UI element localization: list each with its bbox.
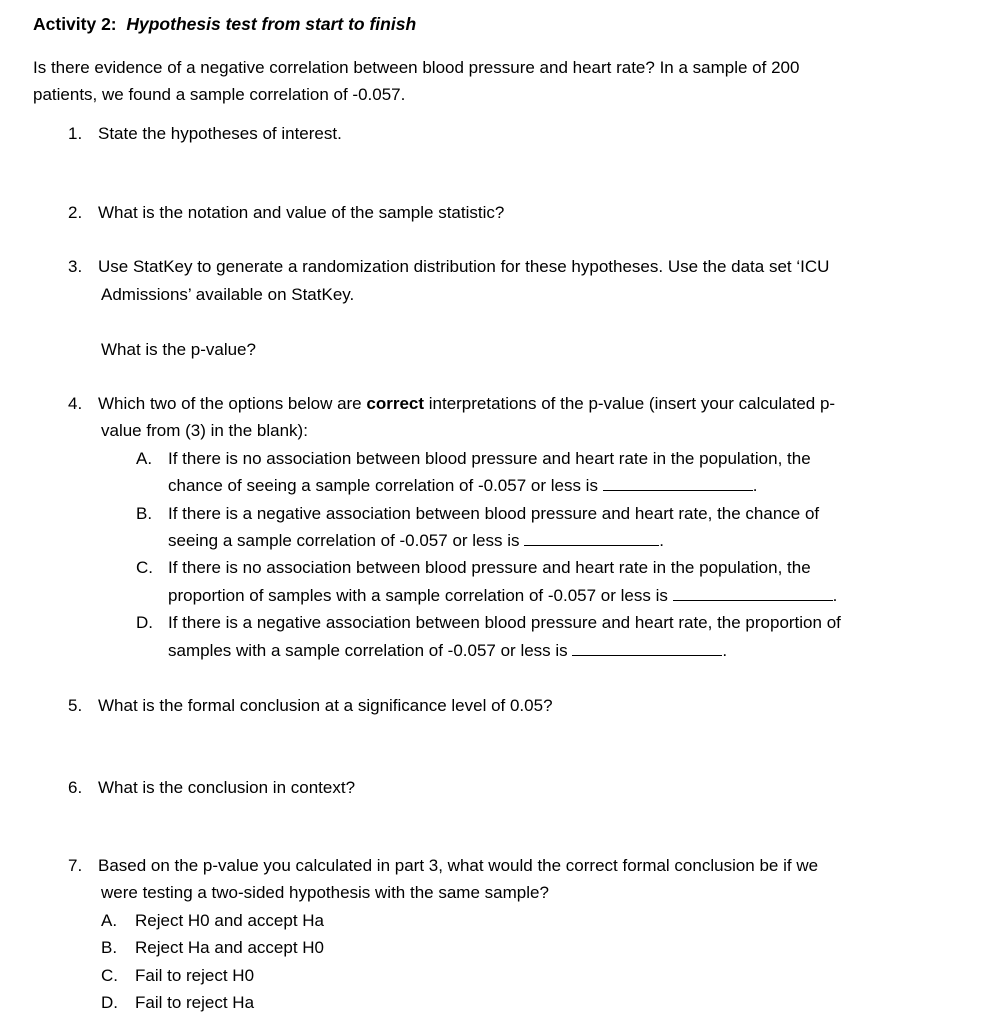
question-3-line-2: Admissions’ available on StatKey. bbox=[101, 285, 355, 304]
intro-line-2: patients, we found a sample correlation of -0.057. bbox=[33, 85, 406, 104]
q4-option-c: C. If there is no association between blood pressure and heart rate in the population, the bbox=[136, 558, 811, 577]
question-1: 1. State the hypotheses of interest. bbox=[68, 124, 342, 143]
q7-option-a: A. Reject H0 and accept Ha bbox=[101, 911, 324, 930]
q7-option-d: D. Fail to reject Ha bbox=[101, 993, 255, 1012]
question-6: 6. What is the conclusion in context? bbox=[68, 778, 356, 797]
q4-option-c-line-2: proportion of samples with a sample correlation of -0.057 or less is . bbox=[168, 586, 838, 605]
q4-option-d: D. If there is a negative association between blood pressure and heart rate, the proportion of bbox=[136, 613, 841, 632]
q4-option-a-line-2: chance of seeing a sample correlation of -0.057 or less is . bbox=[168, 476, 758, 495]
answer-blank-a[interactable] bbox=[603, 476, 753, 491]
q7-option-b: B. Reject Ha and accept H0 bbox=[101, 938, 324, 957]
question-5: 5. What is the formal conclusion at a significance level of 0.05? bbox=[68, 696, 553, 715]
question-4: 4. Which two of the options below are correct interpretations of the p-value (insert your calculated p- bbox=[68, 394, 836, 413]
q4-option-a: A. If there is no association between blood pressure and heart rate in the population, the bbox=[136, 449, 811, 468]
q4-option-b: B. If there is a negative association between blood pressure and heart rate, the chance of bbox=[136, 504, 820, 523]
answer-blank-d[interactable] bbox=[572, 641, 722, 656]
q4-option-b-line-2: seeing a sample correlation of -0.057 or less is . bbox=[168, 531, 664, 550]
answer-blank-b[interactable] bbox=[524, 531, 659, 546]
page-title: Activity 2: Hypothesis test from start to finish bbox=[33, 14, 417, 34]
q4-option-d-line-2: samples with a sample correlation of -0.057 or less is . bbox=[168, 641, 728, 660]
intro-line-1: Is there evidence of a negative correlation between blood pressure and heart rate? In a sample of 200 bbox=[33, 58, 800, 77]
question-7: 7. Based on the p-value you calculated in part 3, what would the correct formal conclusion be if we bbox=[68, 856, 819, 875]
q7-option-c: C. Fail to reject H0 bbox=[101, 966, 255, 985]
question-7-line-2: were testing a two-sided hypothesis with the same sample? bbox=[101, 883, 549, 902]
answer-blank-c[interactable] bbox=[673, 586, 833, 601]
question-3-pvalue: What is the p-value? bbox=[101, 340, 256, 359]
question-2: 2. What is the notation and value of the sample statistic? bbox=[68, 203, 505, 222]
question-4-line-2: value from (3) in the blank): bbox=[101, 421, 308, 440]
question-3: 3. Use StatKey to generate a randomization distribution for these hypotheses. Use the data set ‘ICU bbox=[68, 257, 830, 276]
